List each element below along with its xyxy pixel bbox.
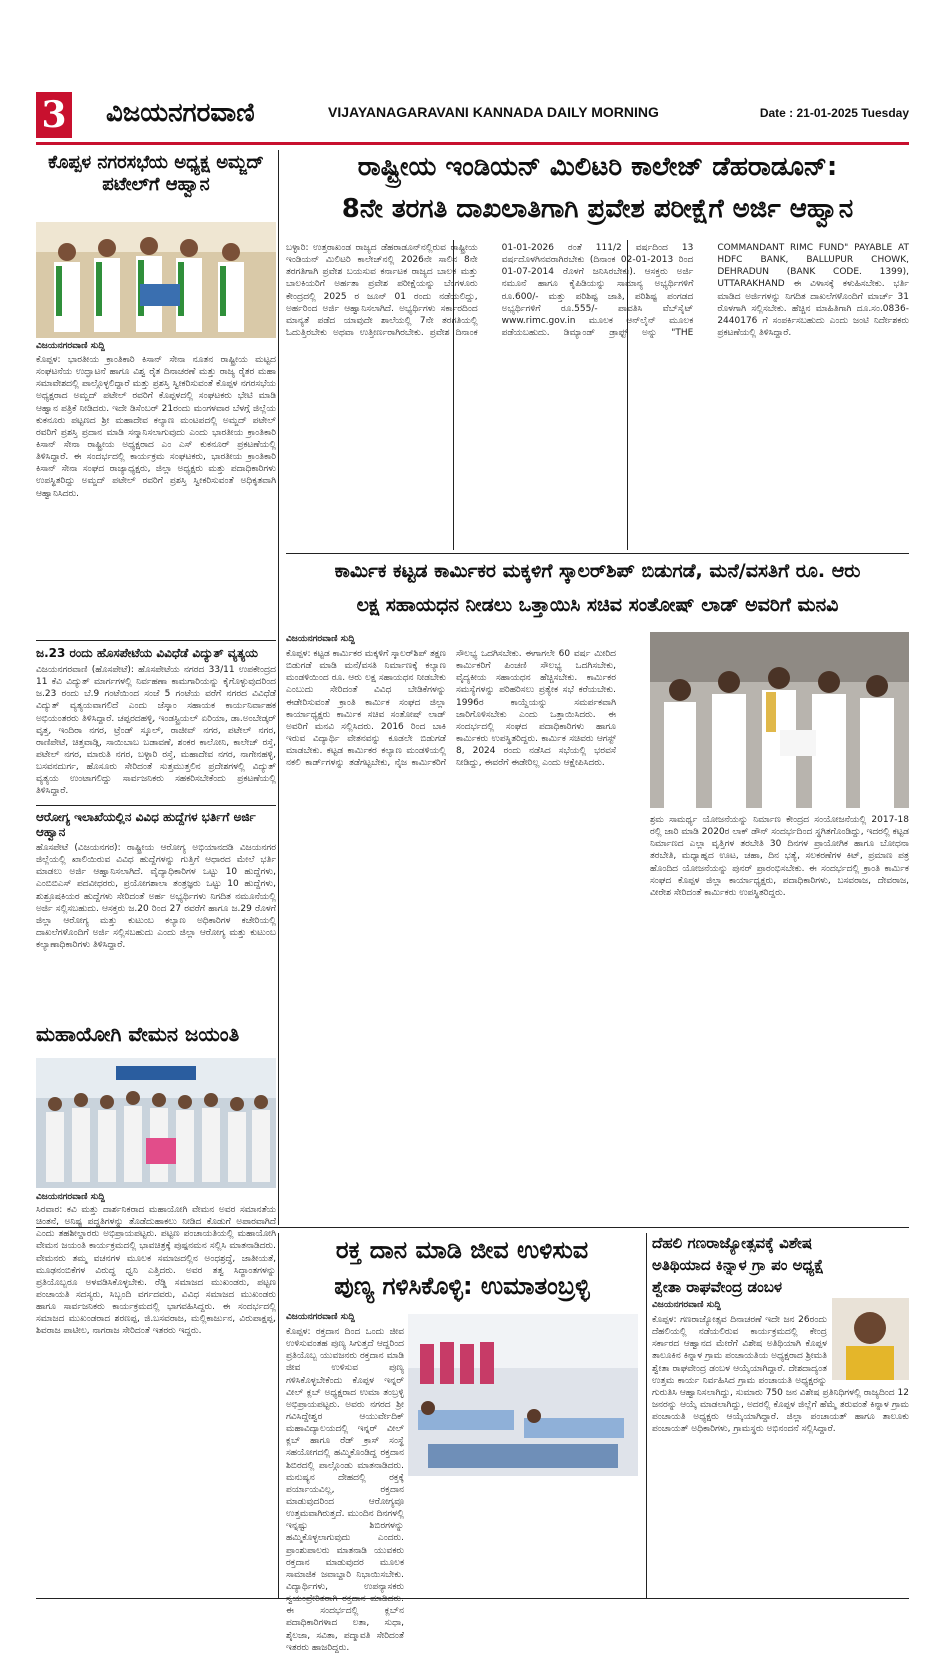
blood-headline-line1: ರಕ್ತ ದಾನ ಮಾಡಿ ಜೀವ ಉಳಿಸುವ bbox=[335, 1236, 589, 1264]
section-divider bbox=[36, 640, 276, 641]
rimc-body: ಬಳ್ಳಾರಿ: ಉತ್ತರಾಖಂಡ ರಾಜ್ಯದ ಡೆಹರಾಡೂನ್‌ನಲ್ಲಿರುವ ರಾಷ್ಟ್ರೀಯ ಇಂಡಿಯನ್ ಮಿಲಿಟರಿ ಕಾಲೇಜ್‌ನಲ್ಲಿ 2026ನೇ ಸಾಲಿನ 8ನೇ ತರಗತಿಗಾಗಿ ಪ್ರವೇಶ ಬಯಸುವ ಕರ್ನಾಟಕ ರಾಜ್ಯದ ಬಾಲಕ ಮತ್ತು ಬಾಲಕಿಯರಿಗೆ ಅರ್ಹತಾ ಪ್ರವೇಶ ಪರೀಕ್ಷೆಯನ್ನು ಬೆಂಗಳೂರು ಕೇಂದ್ರದಲ್ಲಿ 2025 ರ ಜೂನ್ 01 ರಂದು ನಡೆಯಲಿದ್ದು, ಅರ್ಹರಿಂದ ಅರ್ಜಿ ಆಹ್ವಾನಿಸಲಾಗಿದೆ. ಅಭ್ಯರ್ಥಿಗಳು ಸರ್ಕಾರದಿಂದ ಮಾನ್ಯತೆ ಪಡೆದ ಯಾವುದೇ ಶಾಲೆಯಲ್ಲಿ 7ನೇ ತರಗತಿಯಲ್ಲಿ ಓದುತ್ತಿರಬೇಕು ಅಥವಾ ಉತ್ತೀರ್ಣರಾಗಿರಬೇಕು. ಪ್ರವೇಶ ದಿನಾಂಕ 01-01-2026 ರಂತೆ 111/2 ವರ್ಷದಿಂದ 13 ವರ್ಷದೊಳಗಿನವರಾಗಿರಬೇಕು (ದಿನಾಂಕ 02-01-2013 ರಿಂದ 01-07-2014 ರೊಳಗೆ ಜನಿಸಿರಬೇಕು). ಆಸಕ್ತರು ಅರ್ಜಿ ನಮೂನೆ ಹಾಗೂ ಕೈಪಿಡಿಯನ್ನು ಸಾಮಾನ್ಯ ಅಭ್ಯರ್ಥಿಗಳಿಗೆ ರೂ.600/- ಮತ್ತು ಪರಿಶಿಷ್ಟ ಜಾತಿ, ಪರಿಶಿಷ್ಟ ಪಂಗಡದ ಅಭ್ಯರ್ಥಿಗಳಿಗೆ ರೂ.555/- ಪಾವತಿಸಿ ವೆಬ್‌ಸೈಟ್ www.rimc.gov.in ಮೂಲಕ ಆನ್‌ಲೈನ್ ಮೂಲಕ ಪಡೆಯಬಹುದು. ಡಿಮ್ಯಾಂಡ್ ಡ್ರಾಫ್ಟ್ ಅನ್ನು "THE COMMANDANT RIMC FUND" PAYABLE AT HDFC BANK, BALLUPUR CHOWK, DEHRADUN (BANK CODE. 1399), UTTARAKHAND ಈ ವಿಳಾಸಕ್ಕೆ ಕಳುಹಿಸಬೇಕು. ಭರ್ತಿ ಮಾಡಿದ ಅರ್ಜಿಗಳನ್ನು ನಿಗದಿತ ದಾಖಲೆಗಳೊಂದಿಗೆ ಮಾರ್ಚ್ 31 ರೊಳಗಾಗಿ ಸಲ್ಲಿಸಬೇಕು. ಹೆಚ್ಚಿನ ಮಾಹಿತಿಗಾಗಿ ದೂ.ಸಂ.0836-2440176 ಗೆ ಸಂಪರ್ಕಿಸಬಹುದು ಎಂದು ಜಂಟಿ ನಿರ್ದೇಶಕರು ಪ್ರಕಟಣೆಯಲ್ಲಿ ತಿಳಿಸಿದ್ದಾರೆ. bbox=[286, 243, 909, 338]
minister-memorandum-image bbox=[650, 632, 909, 808]
vemana-headline: ಮಹಾಯೋಗಿ ವೇಮನ ಜಯಂತಿ bbox=[36, 1022, 240, 1046]
delhi-byline: ವಿಜಯನಗರವಾಣಿ ಸುದ್ದಿ bbox=[652, 1300, 721, 1310]
vemana-byline: ವಿಜಯನಗರವಾಣಿ ಸುದ್ದಿ bbox=[36, 1192, 105, 1202]
blood-body: ಕೊಪ್ಪಳ: ರಕ್ತದಾನ ದಿಂದ ಒಂದು ಜೀವ ಉಳಿಸುವಂತಹ ಪುಣ್ಯ ಸಿಗುತ್ತದೆ ಆದ್ದರಿಂದ ಪ್ರತಿಯೊಬ್ಬ ಯುವಜನರು ರಕ್ತದಾನ ಮಾಡಿ ಜೀವ ಉಳಿಸುವ ಪುಣ್ಯ ಗಳಿಸಿಕೊಳ್ಳಬೇಕೆಂದು ಕೊಪ್ಪಳ ಇನ್ನರ್ ವೀಲ್ ಕ್ಲಬ್ ಅಧ್ಯಕ್ಷರಾದ ಉಮಾ ತಂಬ್ರಳ್ಳಿ ಅಭಿಪ್ರಾಯಪಟ್ಟರು. ಅವರು ನಗರದ ಶ್ರೀ ಗವಿಸಿದ್ದೇಶ್ವರ ಆಯುರ್ವೇದಿಕ್ ಮಹಾವಿದ್ಯಾಲಯದಲ್ಲಿ ಇನ್ನರ್ ವೀಲ್ ಕ್ಲಬ್ ಹಾಗೂ ರೆಡ್ ಕ್ರಾಸ್ ಸಂಸ್ಥೆ ಸಹಯೋಗದಲ್ಲಿ ಹಮ್ಮಿಕೊಂಡಿದ್ದ ರಕ್ತದಾನ ಶಿಬಿರದಲ್ಲಿ ಪಾಲ್ಗೊಂಡು ಮಾತನಾಡಿದರು. ಮನುಷ್ಯನ ದೇಹದಲ್ಲಿ ರಕ್ತಕ್ಕೆ ಪರ್ಯಾಯವಿಲ್ಲ, ರಕ್ತದಾನ ಮಾಡುವುದರಿಂದ ಆರೋಗ್ಯವೂ ಉತ್ತಮವಾಗಿರುತ್ತದೆ. ಮುಂದಿನ ದಿನಗಳಲ್ಲಿ ಇನ್ನಷ್ಟು ಶಿಬಿರಗಳನ್ನು ಹಮ್ಮಿಕೊಳ್ಳಲಾಗುವುದು ಎಂದರು. ಪ್ರಾಂಶುಪಾಲರು ಮಾತನಾಡಿ ಯುವಕರು ರಕ್ತದಾನ ಮಾಡುವುದರ ಮೂಲಕ ಸಾಮಾಜಿಕ ಜವಾಬ್ದಾರಿ ನಿಭಾಯಿಸಬೇಕು. ವಿದ್ಯಾರ್ಥಿಗಳು, ಉಪನ್ಯಾಸಕರು ಸ್ವಯಂಪ್ರೇರಿತರಾಗಿ ರಕ್ತದಾನ ಮಾಡಿದರು. ಈ ಸಂದರ್ಭದಲ್ಲಿ ಕ್ಲಬ್‌ನ ಪದಾಧಿಕಾರಿಗಳಾದ ಲತಾ, ಸುಧಾ, ಶೈಲಜಾ, ಸವಿತಾ, ಪದ್ಮಾವತಿ ಸೇರಿದಂತೆ ಇತರರು ಹಾಜರಿದ್ದರು. bbox=[286, 1327, 404, 1653]
health-headline: ಆರೋಗ್ಯ ಇಲಾಖೆಯಲ್ಲಿನ ವಿವಿಧ ಹುದ್ದೆಗಳ ಭರ್ತಿಗೆ ಅರ್ಜಿ ಆಹ್ವಾನ bbox=[36, 810, 256, 839]
labour-headline-line1: ಕಾರ್ಮಿಕ ಕಟ್ಟಡ ಕಾರ್ಮಿಕರ ಮಕ್ಕಳಿಗೆ ಸ್ಕಾಲರ್‌ಶಿಪ್ ಬಿಡುಗಡೆ, ಮನೆ/ವಸತಿಗೆ ರೂ. ಆರು bbox=[334, 560, 861, 582]
vemana-body: ಸಿರವಾರ: ಕವಿ ಮತ್ತು ದಾರ್ಶನಿಕರಾದ ಮಹಾಯೋಗಿ ವೇಮನ ಅವರ ಸಮಾನತೆಯ ಚಿಂತನೆ, ಅನಿಷ್ಟ ಪದ್ಧತಿಗಳನ್ನು ತೊಡೆದುಹಾಕಲು ನೀಡಿದ ಕೊಡುಗೆ ಅಪಾರವಾಗಿದೆ ಎಂದು ತಹಶೀಲ್ದಾರರು ಅಭಿಪ್ರಾಯಪಟ್ಟರು. ಪಟ್ಟಣ ಪಂಚಾಯತಿಯಲ್ಲಿ ಮಹಾಯೋಗಿ ವೇಮನ ಜಯಂತಿ ಕಾರ್ಯಕ್ರಮದಲ್ಲಿ ಭಾವಚಿತ್ರಕ್ಕೆ ಪುಷ್ಪನಮನ ಸಲ್ಲಿಸಿ ಮಾತನಾಡಿದರು. ವೇಮನರು ತಮ್ಮ ವಚನಗಳ ಮೂಲಕ ಸಮಾಜದಲ್ಲಿನ ಅಂಧಶ್ರದ್ಧೆ, ಜಾತೀಯತೆ, ಮೂಢನಂಬಿಕೆಗಳ ವಿರುದ್ಧ ಧ್ವನಿ ಎತ್ತಿದರು. ಅವರ ತತ್ವ ಸಿದ್ಧಾಂತಗಳನ್ನು ಪ್ರತಿಯೊಬ್ಬರೂ ಅಳವಡಿಸಿಕೊಳ್ಳಬೇಕು. ರೆಡ್ಡಿ ಸಮಾಜದ ಮುಖಂಡರು, ಪಟ್ಟಣ ಪಂಚಾಯತಿ ಸದಸ್ಯರು, ಸಿಬ್ಬಂದಿ ವರ್ಗದವರು, ವಿವಿಧ ಸಮಾಜದ ಮುಖಂಡರು ಹಾಗೂ ಸಾರ್ವಜನಿಕರು ಕಾರ್ಯಕ್ರಮದಲ್ಲಿ ಭಾಗವಹಿಸಿದ್ದರು. ಈ ಸಂದರ್ಭದಲ್ಲಿ ಸಮಾಜದ ಮುಖಂಡರಾದ ಶರಣಪ್ಪ, ಜಿ.ಬಸವರಾಜ, ಮಲ್ಲಿಕಾರ್ಜುನ, ವಿರುಪಾಕ್ಷಪ್ಪ, ಶಿವರಾಜ ಪಾಟೀಲ, ನಾಗರಾಜ ಸೇರಿದಂತೆ ಇತರರು ಇದ್ದರು. bbox=[36, 1205, 276, 1337]
column-divider bbox=[278, 150, 279, 1225]
labour-body: ಕೊಪ್ಪಳ: ಕಟ್ಟಡ ಕಾರ್ಮಿಕರ ಮಕ್ಕಳಿಗೆ ಸ್ಕಾಲರ್‌ಶಿಪ್ ತಕ್ಷಣ ಬಿಡುಗಡೆ ಮಾಡಿ ಮನೆ/ವಸತಿ ನಿರ್ಮಾಣಕ್ಕೆ ಕಲ್ಯಾಣ ಮಂಡಳಿಯಿಂದ ರೂ. ಆರು ಲಕ್ಷ ಸಹಾಯಧನ ನೀಡಬೇಕು ಎಂಬುದು ಸೇರಿದಂತೆ ವಿವಿಧ ಬೇಡಿಕೆಗಳನ್ನು ಈಡೇರಿಸುವಂತೆ ಕ್ರಾಂತಿ ಕಾರ್ಮಿಕ ಸಂಘದ ಜಿಲ್ಲಾ ಕಾರ್ಯಾಧ್ಯಕ್ಷರು ಕಾರ್ಮಿಕ ಸಚಿವ ಸಂತೋಷ್ ಲಾಡ್ ಅವರಿಗೆ ಮನವಿ ಸಲ್ಲಿಸಿದರು. 2016 ರಿಂದ ಬಾಕಿ ಇರುವ ವಿದ್ಯಾರ್ಥಿ ವೇತನವನ್ನು ಕೂಡಲೇ ಬಿಡುಗಡೆ ಮಾಡಬೇಕು. ಕಟ್ಟಡ ಕಾರ್ಮಿಕರ ಕಲ್ಯಾಣ ಮಂಡಳಿಯಲ್ಲಿ ನಕಲಿ ಕಾರ್ಡ್‌ಗಳನ್ನು ತಡೆಗಟ್ಟಬೇಕು, ನೈಜ ಕಾರ್ಮಿಕರಿಗೆ ಸೌಲಭ್ಯ ಒದಗಿಸಬೇಕು. ಈಗಾಗಲೇ 60 ವರ್ಷ ಮೀರಿದ ಕಾರ್ಮಿಕರಿಗೆ ಪಿಂಚಣಿ ಸೌಲಭ್ಯ ಒದಗಿಸಬೇಕು, ವೈದ್ಯಕೀಯ ಸಹಾಯಧನ ಹೆಚ್ಚಿಸಬೇಕು. ಕಾರ್ಮಿಕರ ಸಮಸ್ಯೆಗಳನ್ನು ಪರಿಹರಿಸಲು ಪ್ರತ್ಯೇಕ ಸಭೆ ಕರೆಯಬೇಕು. 1996ರ ಕಾಯ್ದೆಯನ್ನು ಸಮರ್ಪಕವಾಗಿ ಜಾರಿಗೊಳಿಸಬೇಕು ಎಂದು ಒತ್ತಾಯಿಸಿದರು. ಈ ಸಂದರ್ಭದಲ್ಲಿ ಸಂಘದ ಪದಾಧಿಕಾರಿಗಳು ಹಾಗೂ ಕಾರ್ಮಿಕರು ಉಪಸ್ಥಿತರಿದ್ದರು. ಕಾರ್ಮಿಕ ಸಚಿವರು ಆಗಸ್ಟ್ 8, 2024 ರಂದು ನಡೆಸಿದ ಸಭೆಯಲ್ಲಿ ಭರವಸೆ ನೀಡಿದ್ದು, ಈವರೆಗೆ ಈಡೇರಿಲ್ಲ ಎಂದು ಆಕ್ಷೇಪಿಸಿದರು. bbox=[286, 649, 616, 769]
delhi-body bbox=[652, 1314, 909, 1596]
issue-date: Date : 21-01-2025 Tuesday bbox=[759, 106, 909, 120]
rimc-headline-line1: ರಾಷ್ಟ್ರೀಯ ಇಂಡಿಯನ್ ಮಿಲಿಟರಿ ಕಾಲೇಜ್ ಡೆಹರಾಡೂನ್: bbox=[357, 152, 838, 182]
masthead bbox=[36, 92, 909, 142]
delhi-headline-line1: ದೆಹಲಿ ಗಣರಾಜ್ಯೋತ್ಸವಕ್ಕೆ ವಿಶೇಷ bbox=[652, 1234, 813, 1252]
labour-caption: ಶ್ರಮ ಸಾಮರ್ಥ್ಯ ಯೋಜನೆಯನ್ನು ನಿರ್ಮಾಣ ಕೇಂದ್ರದ ಸಂಯೋಜನೆಯಲ್ಲಿ 2017-18 ರಲ್ಲಿ ಜಾರಿ ಮಾಡಿ 2020ರ ಲಾಕ್ ಡೌನ್ ಸಂದರ್ಭದಿಂದ ಸ್ಥಗಿತಗೊಂಡಿದ್ದು, ಇದರಲ್ಲಿ ಕಟ್ಟಡ ನಿರ್ಮಾಣದ ಎಲ್ಲಾ ವೃತ್ತಿಗಳ ತರಬೇತಿ 30 ದಿನಗಳ ಪ್ರಾಯೋಗಿಕ ಹಾಗೂ ಬೋಧನಾ ತರಬೇತಿ, ಮಧ್ಯಾಹ್ನದ ಊಟ, ಚಹಾ, ದಿನ ಭತ್ಯೆ, ಸಲಕರಣೆಗಳ ಕಿಟ್, ಪ್ರಮಾಣ ಪತ್ರ ಹೊಂದಿದ ಯೋಜನೆಯನ್ನು ಪುನರ್ ಪ್ರಾರಂಭಿಸಬೇಕು. ಈ ಸಂದರ್ಭದಲ್ಲಿ ಕ್ರಾಂತಿ ಕಾರ್ಮಿಕ ಸಂಘದ ಕೊಪ್ಪಳ ಜಿಲ್ಲಾ ಕಾರ್ಯಾಧ್ಯಕ್ಷರು, ಪದಾಧಿಕಾರಿಗಳು, ಬಸವರಾಜ, ದೇವರಾಜ, ವೀರೇಶ ಸೇರಿದಂತೆ ಕಾರ್ಮಿಕರು ಉಪಸ್ಥಿತರಿದ್ದರು. bbox=[650, 815, 909, 898]
koppal-body: ಕೊಪ್ಪಳ: ಭಾರತೀಯ ಕ್ರಾಂತಿಕಾರಿ ಕಿಸಾನ್ ಸೇನಾ ನೂತನ ರಾಷ್ಟ್ರೀಯ ಮಟ್ಟದ ಸಂಘಟನೆಯ ಉದ್ಘಾಟನೆ ಹಾಗೂ ವಿಶ್ವ ರೈತ ದಿನಾಚರಣೆ ಮತ್ತು ರಾಜ್ಯ ರೈತರ ಮಹಾ ಸಮಾವೇಶದಲ್ಲಿ ಪಾಲ್ಗೊಳ್ಳಲಿದ್ದಾರೆ ಮತ್ತು ಪ್ರಶಸ್ತಿ ಸ್ವೀಕರಿಸುವಂತೆ ಕೊಪ್ಪಳ ನಗರಸಭೆಯ ಅಧ್ಯಕ್ಷರಾದ ಅಮ್ಜದ್ ಪಟೇಲ್ ರವರಿಗೆ ಕೊಪ್ಪಳದಲ್ಲಿ ಸಂಘಟಕರು ಭೇಟಿ ಮಾಡಿ ಆಹ್ವಾನ ಪತ್ರಿಕೆ ನೀಡಿದರು. ಇದೇ ಡಿಸೆಂಬರ್ 21ರಂದು ಮಂಗಳವಾರ ಬೆಳಗ್ಗೆ ಜಿಲ್ಲೆಯ ಕುಕನೂರು ಪಟ್ಟಣದ ಶ್ರೀ ಮಹಾದೇವ ಕಲ್ಯಾಣ ಮಂಟಪದಲ್ಲಿ ಅಮ್ಜದ್ ಪಟೇಲ್ ರವರಿಗೆ ಪ್ರಶಸ್ತಿ ಪ್ರದಾನ ಮಾಡಿ ಸನ್ಮಾನಿಸಲಾಗುವುದು ಎಂದು ಭಾರತೀಯ ಕ್ರಾಂತಿಕಾರಿ ಕಿಸಾನ್ ಸೇನಾ ರಾಷ್ಟ್ರೀಯ ಅಧ್ಯಕ್ಷರಾದ ಎಂ ಎಸ್ ಕುಕನೂರ್ ಪ್ರಕಟಣೆಯಲ್ಲಿ ತಿಳಿಸಿದ್ದಾರೆ. ಈ ಸಂದರ್ಭದಲ್ಲಿ ಕಾರ್ಯಕ್ರಮ ಸಂಘಟಕರು, ಭಾರತೀಯ ಕ್ರಾಂತಿಕಾರಿ ಕಿಸಾನ್ ಸೇನಾ ಸಂಘದ ರಾಜ್ಯಾಧ್ಯಕ್ಷರು, ಜಿಲ್ಲಾ ಅಧ್ಯಕ್ಷರು ಮತ್ತು ಪದಾಧಿಕಾರಿಗಳು ಉಪಸ್ಥಿತರಿದ್ದು ಅಮ್ಜದ್ ಪಟೇಲ್ ರವರಿಗೆ ಪ್ರಶಸ್ತಿ ಸ್ವೀಕರಿಸುವಂತೆ ಅಧಿಕೃತವಾಗಿ ಆಹ್ವಾನಿಸಿದರು. bbox=[36, 355, 276, 499]
rimc-headline-line2: 8ನೇ ತರಗತಿ ದಾಖಲಾತಿಗಾಗಿ ಪ್ರವೇಶ ಪರೀಕ್ಷೆಗೆ ಅರ್ಜಿ ಆಹ್ವಾನ bbox=[341, 194, 854, 224]
masthead-rule bbox=[36, 142, 909, 145]
labour-byline: ವಿಜಯನಗರವಾಣಿ ಸುದ್ದಿ bbox=[286, 634, 355, 644]
power-body: ವಿಜಯನಗರವಾಣಿ (ಹೊಸಪೇಟೆ): ಹೊಸಪೇಟೆಯ ನಗರದ 33/11 ಉಪಕೇಂದ್ರದ 11 ಕೆವಿ ವಿದ್ಯುತ್ ಮಾರ್ಗಗಳಲ್ಲಿ ನಿರ್ವಹಣಾ ಕಾಮಗಾರಿಯನ್ನು ಕೈಗೊಳ್ಳುವುದರಿಂದ ಜ.23 ರಂದು ಬೆ.9 ಗಂಟೆಯಿಂದ ಸಂಜೆ 5 ಗಂಟೆಯ ವರೆಗೆ ನಗರದ ವಿವಿಧೆಡೆ ವಿದ್ಯುತ್ ವ್ಯತ್ಯಯವಾಗಲಿದೆ ಎಂದು ಜೆಸ್ಕಾಂ ಸಹಾಯಕ ಕಾರ್ಯನಿರ್ವಾಹಕ ಅಭಿಯಂತರರು ತಿಳಿಸಿದ್ದಾರೆ. ಚಪ್ಪರದಹಳ್ಳಿ, ಇಂಡಸ್ಟ್ರಿಯಲ್ ಏರಿಯಾ, ಡಾ.ಅಂಬೇಡ್ಕರ್ ವೃತ್ತ, ಇಂದಿರಾ ನಗರ, ಟ್ರೆಂಡ್ ಸ್ಕೂಲ್, ರಾಜೀವ್ ನಗರ, ಪಟೇಲ್ ನಗರ, ರಾಣಿಪೇಟೆ, ಚಿತ್ತವಾಡ್ಗಿ, ಸಾಯಿಬಾಬ ಬಡಾವಣೆ, ಶಂಕರ ಕಾಲೋನಿ, ಕಾಲೇಜ್ ರಸ್ತೆ, ಪಟೇಲ್ ನಗರ, ಮಾರುತಿ ನಗರ, ಬಳ್ಳಾರಿ ರಸ್ತೆ, ಮಹಾದೇವ ನಗರ, ನಾಗೇನಹಳ್ಳಿ, ಬಸವನದುರ್ಗ, ಹೊಸೂರು ಸೇರಿದಂತೆ ಸುತ್ತಮುತ್ತಲಿನ ಪ್ರದೇಶಗಳಲ್ಲಿ ವಿದ್ಯುತ್ ವ್ಯತ್ಯಯ ಉಂಟಾಗಲಿದ್ದು ಸಾರ್ವಜನಿಕರು ಸಹಕರಿಸಬೇಕೆಂದು ಪ್ರಕಟಣೆಯಲ್ಲಿ ತಿಳಿಸಿದ್ದಾರೆ. bbox=[36, 665, 276, 797]
group-photo-image bbox=[36, 222, 276, 338]
jayanti-group-image bbox=[36, 1058, 276, 1188]
koppal-photo bbox=[36, 222, 276, 338]
brand-english: VIJAYANAGARAVANI KANNADA DAILY MORNING bbox=[328, 104, 659, 120]
koppal-headline: ಕೊಪ್ಪಳ ನಗರಸಭೆಯ ಅಧ್ಯಕ್ಷ ಅಮ್ಜದ್ ಪಟೇಲ್‌ಗೆ ಆಹ್ವಾನ bbox=[48, 152, 264, 195]
koppal-byline: ವಿಜಯನಗರವಾಣಿ ಸುದ್ದಿ bbox=[36, 341, 105, 351]
blood-byline: ವಿಜಯನಗರವಾಣಿ ಸುದ್ದಿ bbox=[286, 1312, 355, 1322]
brand-kannada: ವಿಜಯನಗರವಾಣಿ bbox=[106, 98, 255, 128]
section-divider bbox=[36, 805, 276, 806]
photo-spacer bbox=[827, 1314, 909, 1384]
delhi-headline-line2: ಅತಿಥಿಯಾದ ಕಿನ್ನಾಳ ಗ್ರಾ ಪಂ ಅಧ್ಯಕ್ಷೆ bbox=[652, 1256, 824, 1274]
health-body: ಹೊಸಪೇಟೆ (ವಿಜಯನಗರ): ರಾಷ್ಟ್ರೀಯ ಆರೋಗ್ಯ ಅಭಿಯಾನದಡಿ ವಿಜಯನಗರ ಜಿಲ್ಲೆಯಲ್ಲಿ ಖಾಲಿಯಿರುವ ವಿವಿಧ ಹುದ್ದೆಗಳನ್ನು ಗುತ್ತಿಗೆ ಆಧಾರದ ಮೇಲೆ ಭರ್ತಿ ಮಾಡಲು ಅರ್ಜಿ ಆಹ್ವಾನಿಸಲಾಗಿದೆ. ವೈದ್ಯಾಧಿಕಾರಿಗಳ ಒಟ್ಟು 10 ಹುದ್ದೆಗಳು, ಎಂಬಿಬಿಎಸ್ ಪದವೀಧರರು, ಪ್ರಯೋಗಶಾಲಾ ತಂತ್ರಜ್ಞರು ಒಟ್ಟು 10 ಹುದ್ದೆಗಳು, ಶುಶ್ರೂಷಕಿಯರ ಹುದ್ದೆಗಳು ಸೇರಿದಂತೆ ಅರ್ಹ ಅಭ್ಯರ್ಥಿಗಳು ನಿಗದಿತ ನಮೂನೆಯಲ್ಲಿ ಅರ್ಜಿ ಸಲ್ಲಿಸಬಹುದು. ಆಸಕ್ತರು ಜ.20 ರಿಂದ 27 ರವರೆಗೆ ಹಾಗೂ ಜ.29 ರೊಳಗೆ ಜಿಲ್ಲಾ ಆರೋಗ್ಯ ಮತ್ತು ಕುಟುಂಬ ಕಲ್ಯಾಣ ಅಧಿಕಾರಿಗಳ ಕಚೇರಿಯಲ್ಲಿ ದಾಖಲೆಗಳೊಂದಿಗೆ ಅರ್ಜಿ ಸಲ್ಲಿಸಬಹುದು ಎಂದು ಜಿಲ್ಲಾ ಆರೋಗ್ಯ ಮತ್ತು ಕುಟುಂಬ ಕಲ್ಯಾಣಾಧಿಕಾರಿಗಳು ತಿಳಿಸಿದ್ದಾರೆ. bbox=[36, 843, 276, 951]
blood-donation-camp-image bbox=[408, 1314, 638, 1476]
labour-photo bbox=[650, 632, 909, 808]
blood-headline-line2: ಪುಣ್ಯ ಗಳಿಸಿಕೊಳ್ಳಿ: ಉಮಾತಂಬ್ರಳ್ಳಿ bbox=[334, 1272, 590, 1300]
delhi-body-text: ಕೊಪ್ಪಳ: ಗಣರಾಜ್ಯೋತ್ಸವ ದಿನಾಚರಣೆ ಇದೇ ಜನ 26ರಂದು ದೆಹಲಿಯಲ್ಲಿ ನಡೆಯಲಿರುವ ಕಾರ್ಯಕ್ರಮದಲ್ಲಿ ಕೇಂದ್ರ ಸರ್ಕಾರದ ಆಹ್ವಾನದ ಮೇರೆಗೆ ವಿಶೇಷ ಅತಿಥಿಯಾಗಿ ಕೊಪ್ಪಳ ತಾಲೂಕಿನ ಕಿನ್ನಾಳ ಗ್ರಾಮ ಪಂಚಾಯತಿಯ ಅಧ್ಯಕ್ಷರಾದ ಶ್ರೀಮತಿ ಶ್ವೇತಾ ರಾಘವೇಂದ್ರ ಡಂಬಳ ಆಯ್ಕೆಯಾಗಿದ್ದಾರೆ. ದೇಶದಾದ್ಯಂತ ಉತ್ತಮ ಕಾರ್ಯ ನಿರ್ವಹಿಸಿದ ಗ್ರಾಮ ಪಂಚಾಯತಿ ಅಧ್ಯಕ್ಷರನ್ನು ಗುರುತಿಸಿ ಆಹ್ವಾನಿಸಲಾಗಿದ್ದು, ಸುಮಾರು 750 ಜನ ವಿಶೇಷ ಪ್ರತಿನಿಧಿಗಳಲ್ಲಿ ರಾಜ್ಯದಿಂದ 12 ಜನರನ್ನು ಆಯ್ಕೆ ಮಾಡಲಾಗಿದ್ದು, ಅದರಲ್ಲಿ ಕೊಪ್ಪಳ ಜಿಲ್ಲೆಗೆ ಹೆಮ್ಮೆ ತರುವಂತೆ ಕಿನ್ನಾಳ ಗ್ರಾಮ ಪಂಚಾಯತಿ ಅಧ್ಯಕ್ಷರು ಆಯ್ಕೆಯಾಗಿದ್ದಾರೆ. ಜಿಲ್ಲಾ ಪಂಚಾಯತ್ ಹಾಗೂ ತಾಲೂಕು ಪಂಚಾಯತ್ ಅಧಿಕಾರಿಗಳು, ಗ್ರಾಮಸ್ಥರು ಅಭಿನಂದನೆ ಸಲ್ಲಿಸಿದ್ದಾರೆ. bbox=[652, 1315, 909, 1435]
power-headline: ಜ.23 ರಂದು ಹೊಸಪೇಟೆಯ ವಿವಿಧೆಡೆ ವಿದ್ಯುತ್ ವ್ಯತ್ಯಯ bbox=[36, 646, 258, 660]
section-divider bbox=[36, 1598, 909, 1599]
delhi-headline-line3: ಶ್ವೇತಾ ರಾಘವೇಂದ್ರ ಡಂಬಳ bbox=[652, 1278, 783, 1296]
vemana-photo bbox=[36, 1058, 276, 1188]
page-number: 3 bbox=[36, 92, 72, 138]
labour-headline-line2: ಲಕ್ಷ ಸಹಾಯಧನ ನೀಡಲು ಒತ್ತಾಯಿಸಿ ಸಚಿವ ಸಂತೋಷ್ ಲಾಡ್ ಅವರಿಗೆ ಮನವಿ bbox=[356, 594, 839, 616]
column-divider bbox=[646, 1233, 647, 1598]
column-divider bbox=[278, 1233, 279, 1598]
blood-photo bbox=[408, 1314, 638, 1476]
section-divider bbox=[286, 553, 909, 554]
